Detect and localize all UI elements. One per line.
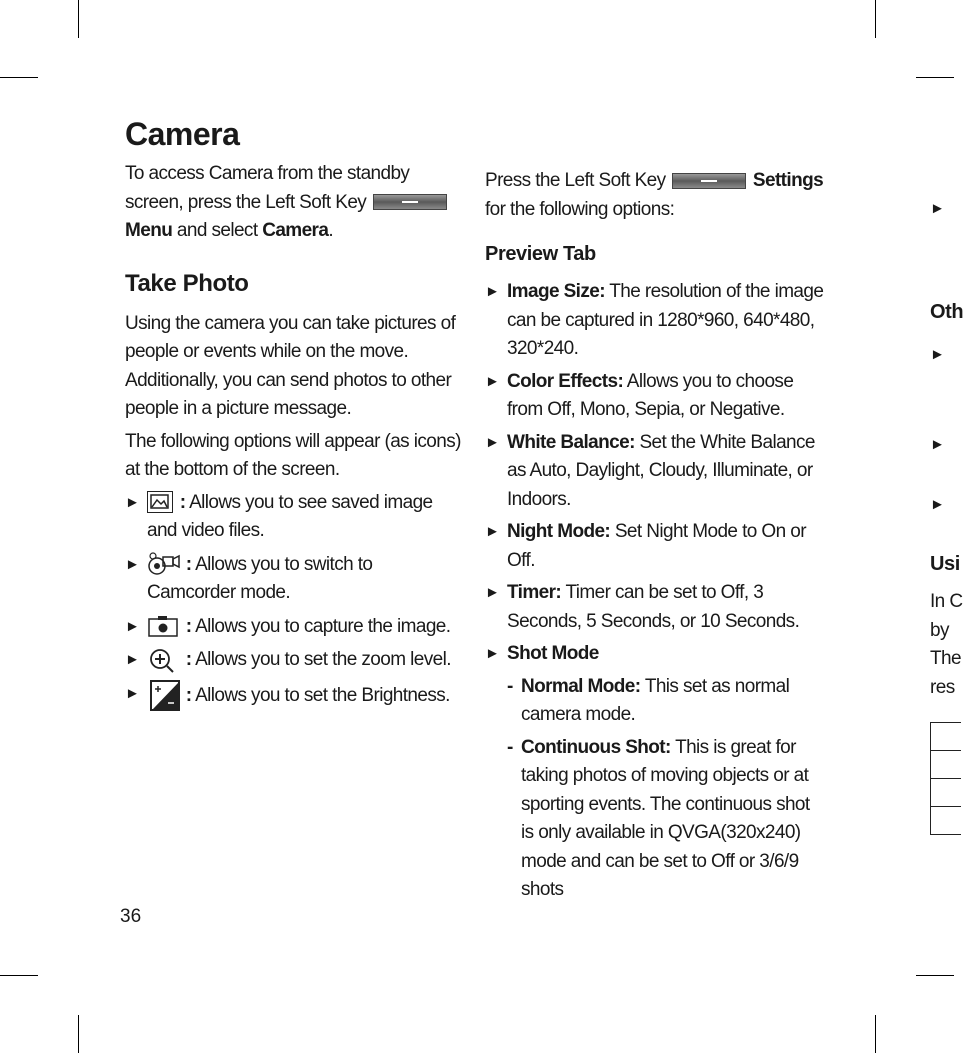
table-row <box>931 723 961 751</box>
zoom-icon <box>147 647 181 673</box>
page-number: 36 <box>120 906 142 927</box>
bullet-arrow-icon: ► <box>930 346 945 363</box>
crop-mark <box>916 77 954 78</box>
bullet-arrow-icon: ► <box>485 584 500 601</box>
list-item: - Normal Mode: This set as normal camera mode. <box>507 675 790 725</box>
list-item: ► : Allows you to see saved image and video files. <box>125 489 465 546</box>
bullet-arrow-icon: ► <box>125 493 140 511</box>
table-row <box>931 779 961 807</box>
crop-mark <box>78 1015 79 1053</box>
crop-mark <box>916 975 954 976</box>
bullet-arrow-icon: ► <box>930 436 945 453</box>
crop-mark <box>0 77 38 78</box>
bullet-arrow-icon: ► <box>125 555 140 573</box>
bullet-arrow-icon: ► <box>930 200 945 217</box>
using-heading-fragment: Usi <box>930 553 960 575</box>
list-item: - Continuous Shot: This is great for taking photos of moving objects or at sporting events. The continuous shot is only available in QVGA(320x240) mode and can be set to Off or 3/6/9 shots <box>507 736 810 900</box>
column-left <box>125 160 465 712</box>
list-item: ► Color Effects: Allows you to choose from Off, Mono, Sepia, or Negative. <box>485 368 825 425</box>
take-photo-paragraph: Using the camera you can take pictures of people or events while on the move. Additionally, you can send photos to other people in a picture message. <box>125 312 456 419</box>
list-item: ► Night Mode: Set Night Mode to On or Off. <box>485 518 825 575</box>
settings-intro-paragraph: Press the Left Soft Key Settings for the following options: <box>485 170 824 220</box>
list-item: ► : Allows you to set the zoom level. <box>125 646 465 675</box>
table-row <box>931 751 961 779</box>
camera-capture-icon <box>147 614 181 638</box>
list-item: ► : Allows you to switch to Camcorder mode. <box>125 551 465 608</box>
bullet-arrow-icon: ► <box>485 523 500 540</box>
bullet-arrow-icon: ► <box>485 283 500 300</box>
bullet-arrow-icon: ► <box>485 372 500 390</box>
column-right-clipped: ► Oth ► ► ► Usi In C by The res <box>930 200 963 698</box>
crop-mark <box>0 975 38 976</box>
camcorder-icon <box>147 551 181 577</box>
brightness-icon <box>147 680 181 712</box>
list-item: ► White Balance: Set the White Balance as Auto, Daylight, Cloudy, Illuminate, or Indoors. <box>485 429 825 515</box>
preview-tab-heading: Preview Tab <box>485 243 596 265</box>
intro-paragraph: To access Camera from the standby screen, press the Left Soft Key Menu and select Camera. <box>125 160 465 246</box>
list-item: ► : Allows you to capture the image. <box>125 613 465 642</box>
bullet-arrow-icon: ► <box>125 617 140 635</box>
left-soft-key-icon <box>672 173 746 189</box>
bullet-arrow-icon: ► <box>125 684 140 702</box>
bullet-arrow-icon: ► <box>485 645 500 662</box>
other-heading-fragment: Oth <box>930 301 963 323</box>
left-soft-key-icon <box>373 194 447 210</box>
bullet-arrow-icon: ► <box>930 496 945 513</box>
list-item: ► : Allows you to set the Brightness. <box>125 680 465 712</box>
column-middle <box>485 167 825 905</box>
gallery-icon <box>147 491 173 513</box>
crop-mark <box>875 0 876 38</box>
bullet-arrow-icon: ► <box>125 651 140 668</box>
crop-mark <box>78 0 79 38</box>
take-photo-heading: Take Photo <box>125 269 249 297</box>
bullet-arrow-icon: ► <box>485 433 500 451</box>
crop-mark <box>875 1015 876 1053</box>
icons-intro-paragraph: The following options will appear (as icons) at the bottom of the screen. <box>125 430 461 480</box>
table-fragment <box>930 722 961 835</box>
list-item: ► Timer: Timer can be set to Off, 3 Seconds, 5 Seconds, or 10 Seconds. <box>485 579 825 636</box>
list-item: ► Shot Mode <box>485 640 825 669</box>
list-item: ► Image Size: The resolution of the image can be captured in 1280*960, 640*480, 320*240. <box>485 278 825 364</box>
table-row <box>931 807 961 834</box>
page-title: Camera <box>125 116 240 152</box>
